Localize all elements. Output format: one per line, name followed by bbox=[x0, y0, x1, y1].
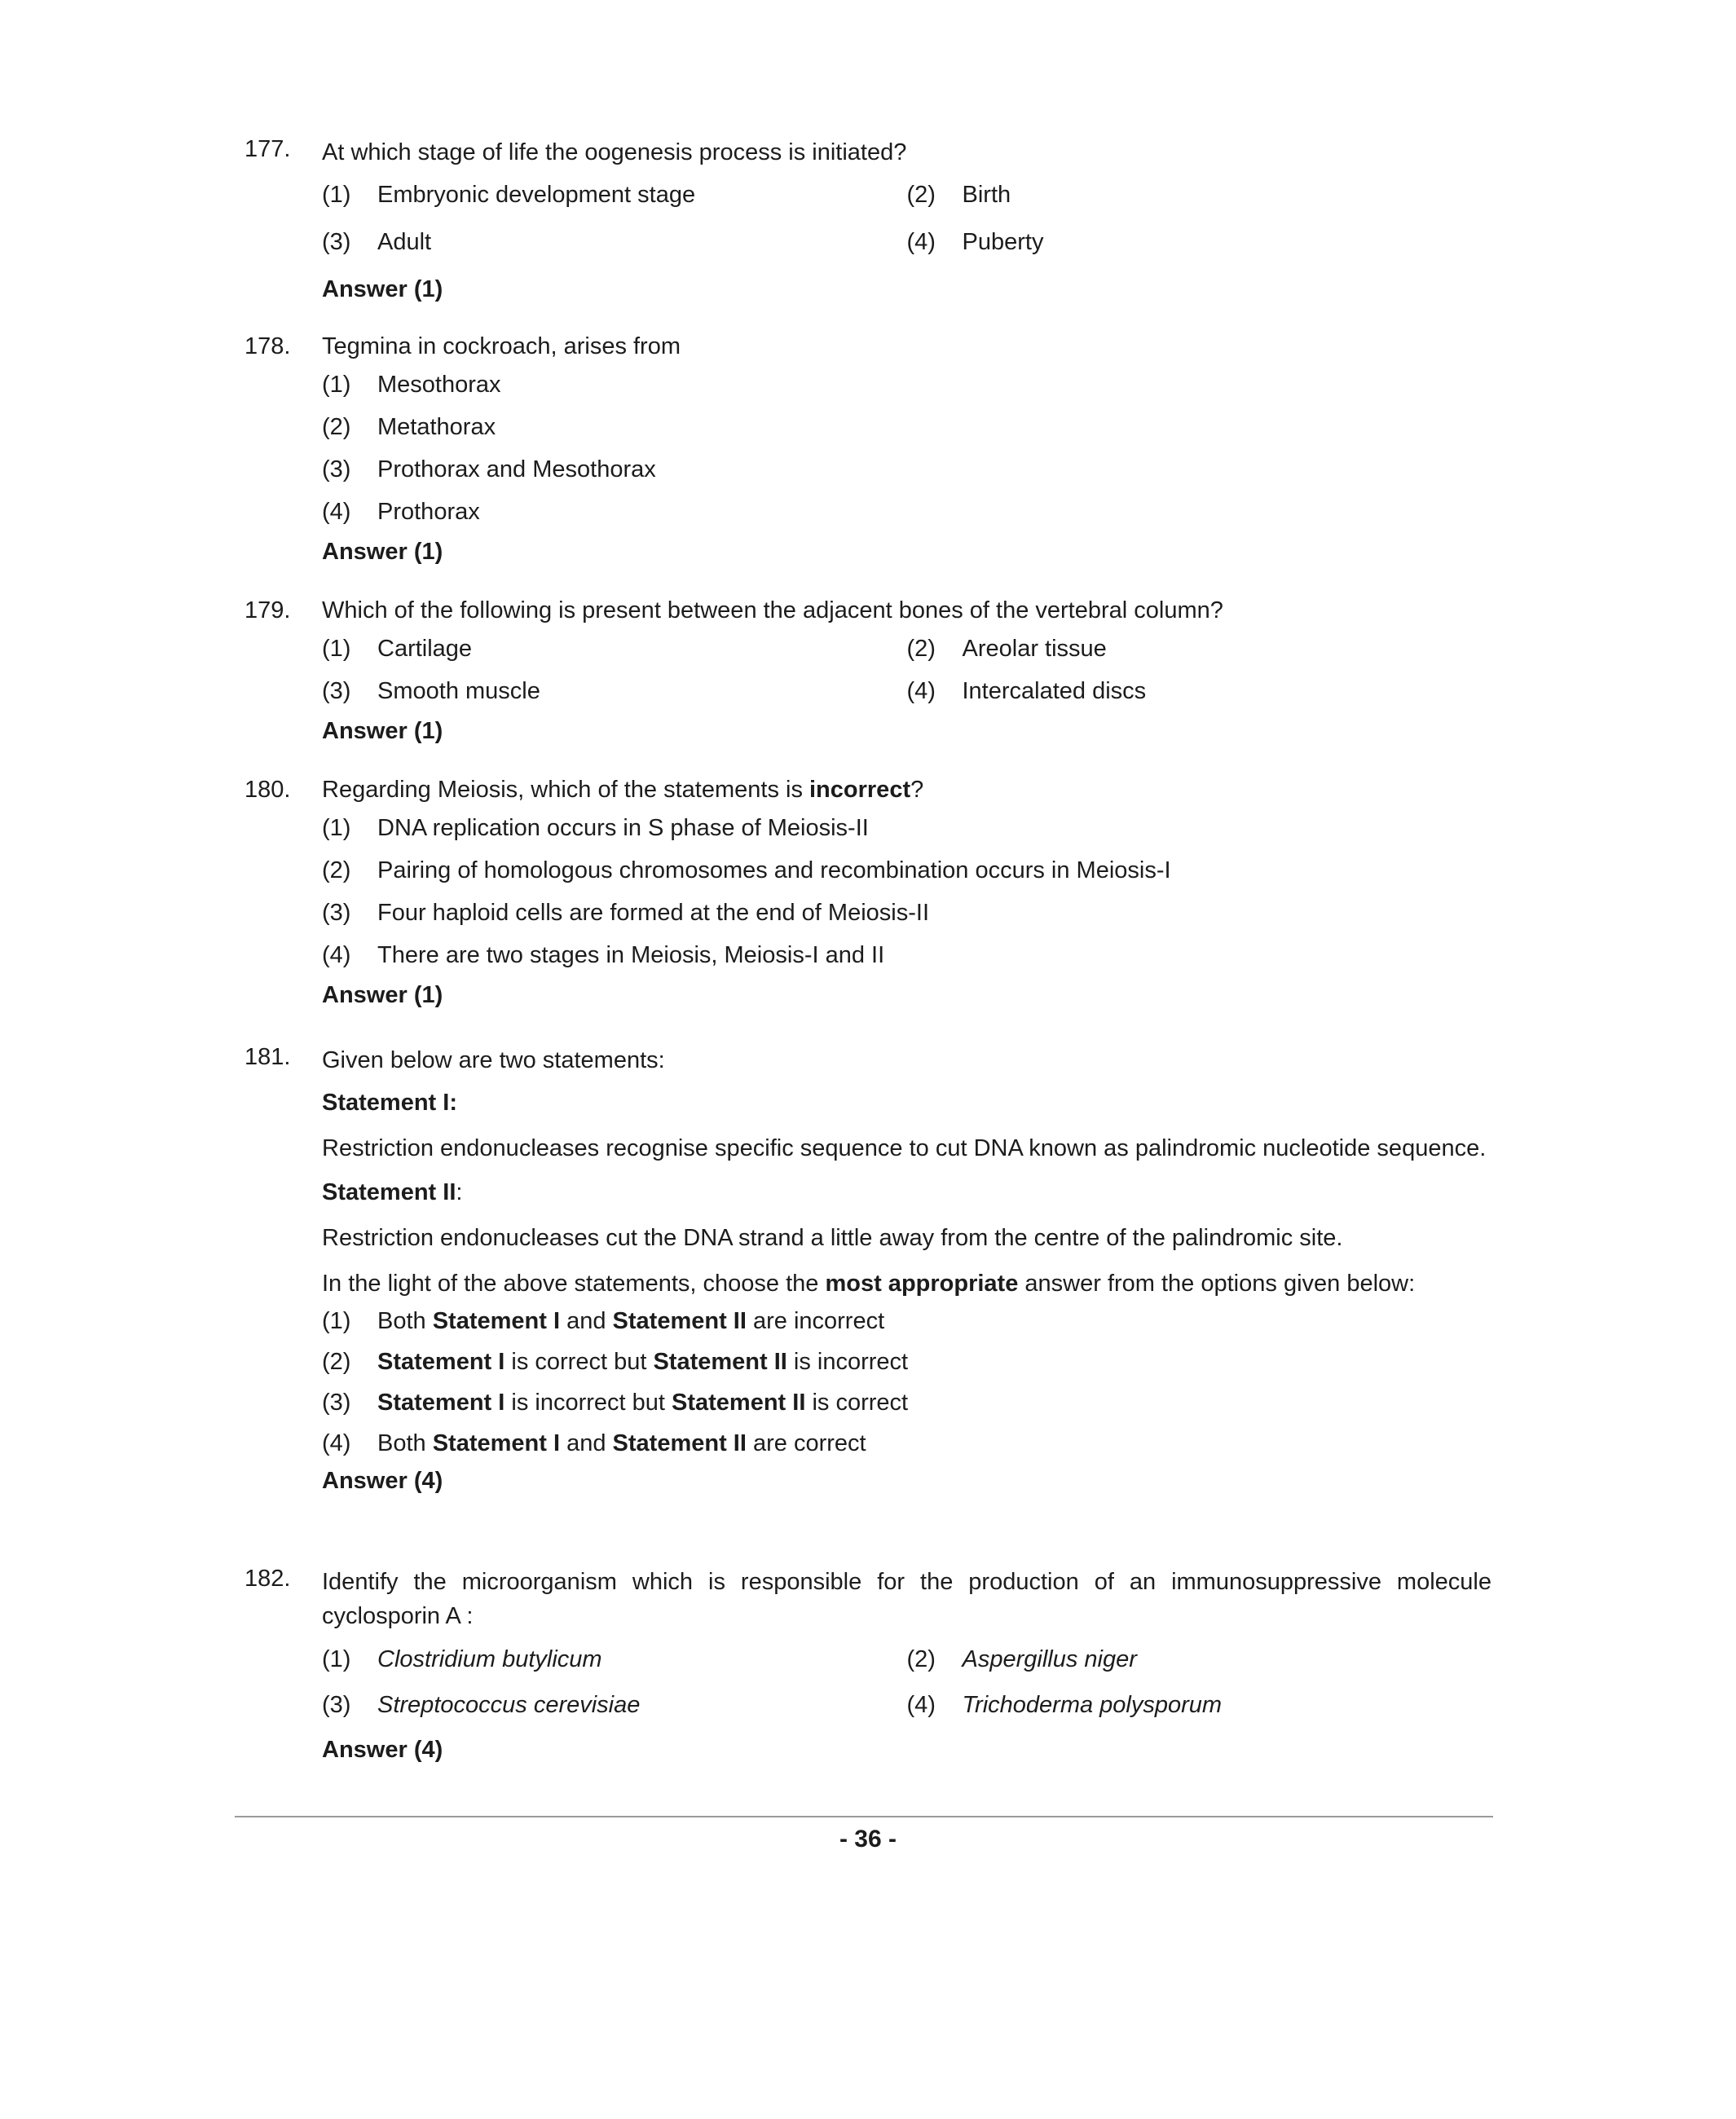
option-3: (3) Smooth muscle bbox=[322, 677, 540, 704]
option-1: (1) Both Statement I and Statement II are incorrect bbox=[322, 1308, 885, 1334]
question-text: At which stage of life the oogenesis process is initiated? bbox=[322, 139, 907, 165]
answer-label: Answer (1) bbox=[322, 539, 443, 565]
answer-label: Answer (4) bbox=[322, 1468, 443, 1494]
answer-label: Answer (4) bbox=[322, 1737, 443, 1763]
question-text: Given below are two statements: bbox=[322, 1047, 665, 1073]
question-text: Tegmina in cockroach, arises from bbox=[322, 333, 681, 359]
question-179 bbox=[245, 593, 1491, 748]
option-2: (2) Aspergillus niger bbox=[906, 1645, 1137, 1672]
footer-divider bbox=[235, 1816, 1493, 1817]
statement-2-text: Restriction endonucleases cut the DNA strand a little away from the centre of the palindromic site. bbox=[322, 1225, 1343, 1251]
option-1: (1) Embryonic development stage bbox=[322, 181, 696, 208]
options-list bbox=[322, 1301, 1491, 1464]
answer-label: Answer (1) bbox=[322, 718, 443, 744]
statement-1-text: Restriction endonucleases recognise specific sequence to cut DNA known as palindromic nucleotide sequence. bbox=[322, 1135, 1487, 1161]
question-text: Regarding Meiosis, which of the statements is incorrect? bbox=[322, 777, 924, 803]
question-number: 182. bbox=[245, 1566, 291, 1592]
options-grid bbox=[322, 1637, 1491, 1728]
question-180 bbox=[245, 773, 1491, 1012]
option-3: (3) Streptococcus cerevisiae bbox=[322, 1691, 641, 1718]
option-1: (1) Mesothorax bbox=[322, 372, 501, 398]
option-4: (4) Trichoderma polysporum bbox=[906, 1691, 1223, 1718]
question-number: 180. bbox=[245, 777, 291, 803]
option-2: (2) Statement I is correct but Statement II is incorrect bbox=[322, 1349, 909, 1375]
option-1: (1) DNA replication occurs in S phase of Meiosis-II bbox=[322, 815, 869, 841]
answer-label: Answer (1) bbox=[322, 276, 443, 302]
question-182 bbox=[245, 1562, 1491, 1767]
option-3: (3) Four haploid cells are formed at the end of Meiosis-II bbox=[322, 900, 929, 926]
option-4: (4) Intercalated discs bbox=[906, 677, 1147, 704]
page-number: - 36 - bbox=[839, 1826, 897, 1852]
option-3: (3) Adult bbox=[322, 228, 432, 255]
question-number: 181. bbox=[245, 1044, 291, 1070]
option-4: (4) Prothorax bbox=[322, 499, 480, 525]
options-list bbox=[322, 807, 1491, 976]
option-4: (4) Both Statement I and Statement II are correct bbox=[322, 1430, 866, 1456]
options-list bbox=[322, 363, 1491, 533]
option-3: (3) Prothorax and Mesothorax bbox=[322, 456, 656, 482]
options-grid bbox=[322, 628, 1491, 712]
option-2: (2) Areolar tissue bbox=[906, 635, 1107, 662]
statement-2-heading: Statement II: bbox=[322, 1179, 463, 1205]
question-number: 178. bbox=[245, 333, 291, 359]
question-text: Identify the microorganism which is responsible for the production of an immunosuppressive molecule cyclosporin A : bbox=[322, 1569, 1491, 1629]
instruction-text: In the light of the above statements, choose the most appropriate answer from the options given below: bbox=[322, 1271, 1416, 1297]
options-grid bbox=[322, 171, 1491, 266]
option-3: (3) Statement I is incorrect but Statement II is correct bbox=[322, 1390, 909, 1416]
question-number: 177. bbox=[245, 136, 291, 162]
option-2: (2) Pairing of homologous chromosomes and recombination occurs in Meiosis-I bbox=[322, 857, 1171, 883]
option-4: (4) Puberty bbox=[906, 228, 1044, 255]
option-2: (2) Birth bbox=[906, 181, 1011, 208]
question-text: Which of the following is present between the adjacent bones of the vertebral column? bbox=[322, 597, 1223, 623]
option-2: (2) Metathorax bbox=[322, 414, 496, 440]
question-177 bbox=[245, 132, 1491, 306]
option-1: (1) Cartilage bbox=[322, 635, 473, 662]
statement-1-heading: Statement I: bbox=[322, 1090, 457, 1116]
question-181 bbox=[245, 1040, 1491, 1498]
option-1: (1) Clostridium butylicum bbox=[322, 1645, 602, 1672]
question-number: 179. bbox=[245, 597, 291, 623]
answer-label: Answer (1) bbox=[322, 982, 443, 1008]
question-178 bbox=[245, 329, 1491, 569]
option-4: (4) There are two stages in Meiosis, Meiosis-I and II bbox=[322, 942, 885, 968]
